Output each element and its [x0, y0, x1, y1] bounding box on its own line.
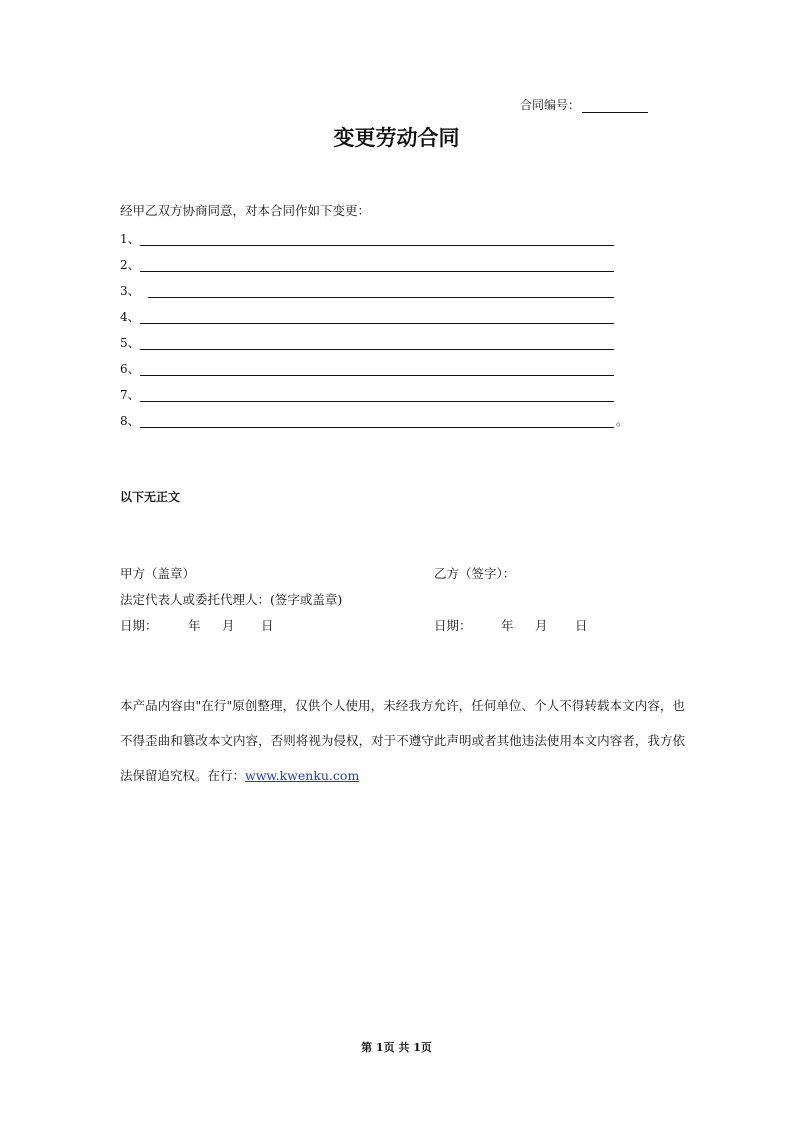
item-number: 3、 — [120, 284, 140, 298]
party-a-representative: 法定代表人或委托代理人：(签字或盖章) — [120, 592, 343, 607]
item-number: 5、 — [120, 336, 140, 350]
intro-text: 经甲乙双方协商同意，对本合同作如下变更： — [120, 203, 371, 218]
party-b-label: 乙方（签字）： — [434, 566, 516, 581]
party-b-day: 日 — [575, 618, 588, 633]
disclaimer-text: 本产品内容由"在行"原创整理，仅供个人使用，未经我方允许，任何单位、个人不得转载本文内容，也不得歪曲和篡改本文内容，否则将视为侵权，对于不遵守此声明或者其他违法使用本文内容者，我方依法保留追究权。在行： — [120, 698, 685, 783]
party-a-label: 甲方（盖章） — [120, 566, 196, 581]
contract-number-label: 合同编号： — [520, 98, 581, 112]
change-item-6 — [120, 358, 614, 376]
party-a-year: 年 — [188, 618, 201, 633]
change-item-7 — [120, 384, 614, 402]
item-blank-line[interactable] — [140, 337, 614, 350]
item-blank-line[interactable] — [140, 363, 614, 376]
item-number: 6、 — [120, 362, 140, 376]
page-footer: 第 1页 共 1页 — [361, 1041, 432, 1054]
item-number: 7、 — [120, 388, 140, 402]
item-blank-line[interactable] — [140, 233, 614, 246]
item-number: 4、 — [120, 310, 140, 324]
party-a-day: 日 — [261, 618, 274, 633]
party-a-month: 月 — [222, 618, 235, 633]
page-title: 变更劳动合同 — [333, 126, 460, 150]
change-item-3 — [120, 280, 614, 298]
party-b-year: 年 — [501, 618, 514, 633]
item-blank-line[interactable] — [148, 285, 614, 298]
party-b-date-label: 日期： — [434, 618, 472, 633]
change-item-1 — [120, 228, 614, 246]
end-of-text-note: 以下无正文 — [120, 490, 181, 504]
change-item-5 — [120, 332, 614, 350]
contract-number — [520, 96, 648, 113]
contract-number-field[interactable] — [582, 98, 648, 113]
change-item-8 — [120, 410, 628, 428]
website-link[interactable]: www.kwenku.com — [245, 768, 360, 783]
item-blank-line[interactable] — [140, 311, 614, 324]
disclaimer — [120, 688, 685, 793]
item-blank-line[interactable] — [140, 415, 614, 428]
item-number: 1、 — [120, 232, 140, 246]
party-b-date — [0, 616, 793, 636]
item-blank-line[interactable] — [140, 259, 614, 272]
item-end-mark: 。 — [616, 414, 629, 428]
item-number: 8、 — [120, 414, 140, 428]
item-number: 2、 — [120, 258, 140, 272]
party-a-date-label: 日期： — [120, 618, 158, 633]
party-b-month: 月 — [535, 618, 548, 633]
change-item-2 — [120, 254, 614, 272]
change-item-4 — [120, 306, 614, 324]
item-blank-line[interactable] — [140, 389, 614, 402]
